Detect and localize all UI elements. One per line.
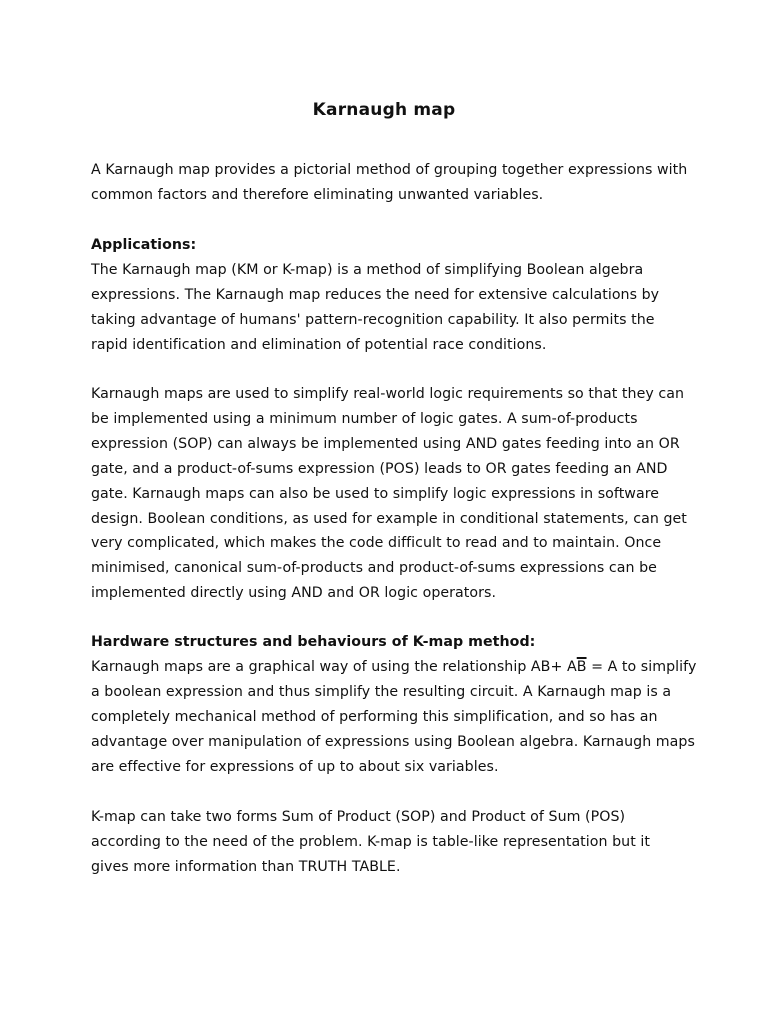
text-line: gate. Karnaugh maps can also be used to simplify logic expressions in software [91,485,660,502]
text-line: gate, and a product-of-sums expression (POS) leads to OR gates feeding an AND [91,460,668,477]
text-line: advantage over manipulation of expressions using Boolean algebra. Karnaugh maps [91,733,695,750]
overbar-variable: $\overline{B}$ [576,658,587,675]
text-line: taking advantage of humans' pattern-recognition capability. It also permits the [91,311,655,328]
text-line: expression (SOP) can always be implemented using AND gates feeding into an OR [91,435,680,452]
page-title: Karnaugh map [312,100,456,120]
usage-paragraph [91,382,691,606]
text-line: implemented directly using AND and OR logic operators. [91,585,497,602]
text-line: rapid identification and elimination of potential race conditions. [91,336,547,353]
text-line: a boolean expression and thus simplify the resulting circuit. A Karnaugh map is a [91,683,672,700]
section-heading-applications: Applications: [91,237,197,253]
text-line: minimised, canonical sum-of-products and product-of-sums expressions can be [91,560,657,577]
text-line: A Karnaugh map provides a pictorial method of grouping together expressions with [91,162,688,178]
intro-paragraph [91,158,691,208]
text-line: are effective for expressions of up to about six variables. [91,758,499,775]
hardware-section [91,630,697,779]
text-line: gives more information than TRUTH TABLE. [91,858,401,875]
text-line: be implemented using a minimum number of logic gates. A sum-of-products [91,410,638,427]
relationship-text-before: Karnaugh maps are a graphical way of using the relationship AB+ A [91,658,577,675]
text-line: according to the need of the problem. K-map is table-like representation but it [91,833,650,850]
applications-section [91,233,691,358]
section-heading-hardware: Hardware structures and behaviours of K-map method: [91,634,536,650]
text-line: design. Boolean conditions, as used for example in conditional statements, can get [91,510,687,527]
text-line: The Karnaugh map (KM or K-map) is a method of simplifying Boolean algebra [91,261,644,278]
relationship-text-after: = A to simplify [586,658,697,675]
forms-paragraph [91,805,691,880]
text-line: Karnaugh maps are used to simplify real-world logic requirements so that they can [91,386,684,402]
text-line: common factors and therefore eliminating unwanted variables. [91,186,544,203]
relationship-line [91,655,697,680]
text-line: K-map can take two forms Sum of Product (SOP) and Product of Sum (POS) [91,809,626,825]
text-line: very complicated, which makes the code difficult to read and to maintain. Once [91,535,662,552]
text-line: completely mechanical method of performing this simplification, and so has an [91,708,658,725]
text-line: expressions. The Karnaugh map reduces the need for extensive calculations by [91,286,660,303]
